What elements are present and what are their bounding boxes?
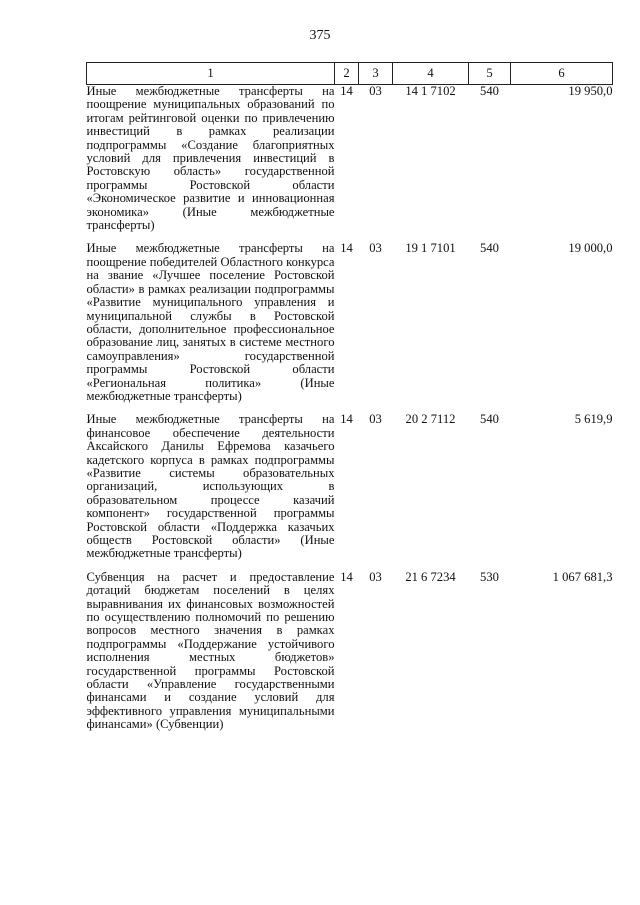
- table-row: [87, 413, 613, 570]
- row-amount: 19 950,0: [568, 84, 613, 98]
- row-target-article: 14 1 7102: [405, 84, 456, 98]
- row-expense-type: 540: [480, 84, 499, 98]
- column-header: 3: [359, 63, 393, 85]
- row-section-code: 14: [340, 84, 353, 98]
- row-description: Иные межбюджетные трансферты на поощрение муниципальных образований по итогам рейтинговой оценки по привлечению инвестиций в рамках реализации подпрограммы «Создание благоприятных условий для привлечения инвестиций в Ростовскую область» государственной программы Ростовской области «Экономическое развитие и инновационная экономика» (Иные межбюджетные трансферты): [86, 84, 335, 233]
- row-amount: 1 067 681,3: [552, 569, 613, 584]
- row-subsection-code: 03: [369, 241, 382, 256]
- row-subsection-code: 03: [369, 569, 382, 584]
- row-expense-type: 540: [480, 241, 499, 256]
- row-section-code: 14: [340, 569, 353, 584]
- row-section-code: 14: [340, 412, 353, 427]
- column-header: 1: [87, 63, 335, 85]
- row-target-article: 20 2 7112: [405, 412, 456, 427]
- row-expense-type: 540: [480, 412, 499, 427]
- row-expense-type: 530: [480, 569, 499, 584]
- row-subsection-code: 03: [369, 84, 382, 98]
- column-header: 6: [511, 63, 613, 85]
- row-amount: 19 000,0: [568, 241, 613, 256]
- row-subsection-code: 03: [369, 412, 382, 427]
- row-description: Иные межбюджетные трансферты на поощрение победителей Областного конкурса на звание «Лучшее поселение Ростовской области» в рамках реализации подпрограммы «Развитие муниципального управления и муниципальной службы в Ростовской области, дополнительное профессиональное образование лиц, занятых в системе местного самоуправления» государственной программы Ростовской области «Региональная политика» (Иные межбюджетные трансферты): [86, 241, 335, 403]
- page-number: 375: [309, 28, 331, 43]
- row-target-article: 19 1 7101: [405, 241, 456, 256]
- row-target-article: 21 6 7234: [405, 569, 456, 584]
- table-row: [87, 571, 613, 742]
- column-header: 4: [393, 63, 469, 85]
- table-row: [87, 242, 613, 413]
- table-header-row: [87, 63, 613, 85]
- row-description: Иные межбюджетные трансферты на финансовое обеспечение деятельности Аксайского Данилы Ефремова казачьего кадетского корпуса в рамках подпрограммы «Развитие системы образовательных организаций, использующих в образовательном процессе казачий компонент» государственной программы Ростовской области «Поддержка казачьих обществ Ростовской области» (Иные межбюджетные трансферты): [86, 412, 335, 561]
- row-amount: 5 619,9: [574, 412, 613, 427]
- row-section-code: 14: [340, 241, 353, 256]
- budget-table: [86, 62, 613, 742]
- column-header: 2: [335, 63, 359, 85]
- column-header: 5: [469, 63, 511, 85]
- row-description: Субвенция на расчет и предоставление дотаций бюджетам поселений в целях выравнивания их финансовых возможностей по осуществлению полномочий по решению вопросов местного значения в рамках подпрограммы «Поддержание устойчивого исполнения местных бюджетов» государственной программы Ростовской области «Управление государственными финансами и создание условий для эффективного управления муниципальными финансами» (Субвенции): [86, 569, 335, 732]
- table-row: [87, 85, 613, 243]
